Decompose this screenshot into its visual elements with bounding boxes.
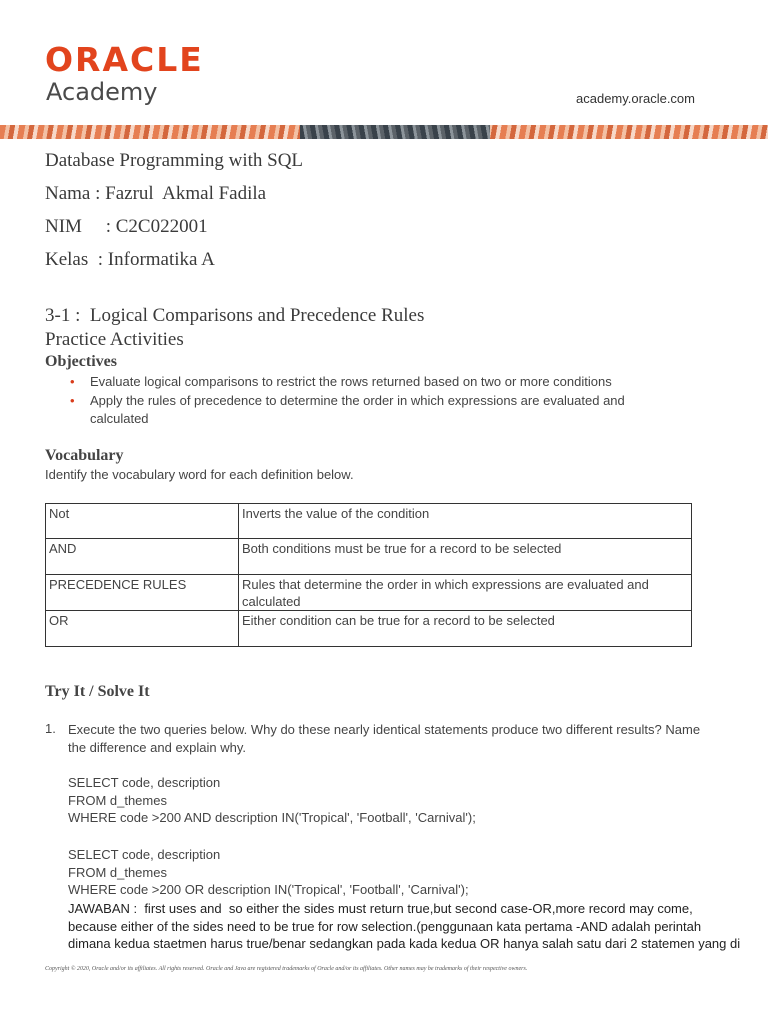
vocab-definition: Both conditions must be true for a record to be selected [239,539,692,575]
course-title: Database Programming with SQL [45,150,304,171]
table-row [46,611,692,647]
query-line: WHERE code >200 AND description IN('Tropical', 'Football', 'Carnival'); [68,810,476,825]
query-line: WHERE code >200 OR description IN('Tropical', 'Football', 'Carnival'); [68,882,469,897]
oracle-logo: ORACLE [45,40,204,79]
table-row [46,539,692,575]
vocab-definition: Either condition can be true for a record to be selected [239,611,692,647]
vocabulary-heading: Vocabulary [45,447,124,464]
query-2 [68,846,469,899]
query-line: SELECT code, description [68,775,221,790]
vocab-definition: Inverts the value of the condition [239,504,692,539]
query-line: FROM d_themes [68,864,167,880]
vocab-definition: Rules that determine the order in which expressions are evaluated and calculated [239,575,692,611]
practice-heading: Practice Activities [45,329,184,350]
student-nim: NIM : C2C022001 [45,216,208,237]
vocabulary-intro: Identify the vocabulary word for each definition below. [45,467,354,482]
answer-line: JAWABAN : first uses and so either the sides must return true,but second case-OR,more record may come, [68,901,693,916]
question-text: Execute the two queries below. Why do these nearly identical statements produce two different results? Name the difference and explain why. [68,722,701,755]
student-name: Nama : Fazrul Akmal Fadila [45,183,267,204]
decorative-banner-center [300,125,490,139]
vocab-term: PRECEDENCE RULES [46,575,239,611]
answer-line: dimana kedua staetmen harus true/benar sedangkan pada kada kedua OR hanya salah satu dari 2 statemen yang di [68,936,741,951]
query-1 [68,774,476,827]
query-line: SELECT code, description [68,847,221,862]
answer-text [68,900,758,953]
student-class: Kelas : Informatika A [45,249,215,270]
objectives-list [70,373,670,429]
objectives-heading: Objectives [45,353,117,370]
try-it-heading: Try It / Solve It [45,683,150,700]
table-row [46,575,692,611]
answer-line: because either of the sides need to be true for row selection.(penggunaan kata pertama -AND adalah perintah [68,918,702,934]
objective-item: • Evaluate logical comparisons to restrict the rows returned based on two or more conditions [70,373,670,391]
site-url: academy.oracle.com [576,91,695,106]
objective-item: • Apply the rules of precedence to determine the order in which expressions are evaluated and calculated [70,392,670,428]
table-row [46,504,692,539]
vocabulary-table [45,503,692,647]
copyright-footer: Copyright © 2020, Oracle and/or its affiliates. All rights reserved. Oracle and Java are registered trademarks of Oracle and/or its affiliates. Other names may be trademarks of their respective owners. [45,966,528,972]
lesson-title: 3-1 : Logical Comparisons and Precedence Rules [45,305,425,326]
vocab-term: Not [46,504,239,539]
vocab-term: OR [46,611,239,647]
question-number: 1. [45,721,56,736]
query-line: FROM d_themes [68,792,167,808]
vocab-term: AND [46,539,239,575]
academy-logo-text: Academy [46,78,158,106]
